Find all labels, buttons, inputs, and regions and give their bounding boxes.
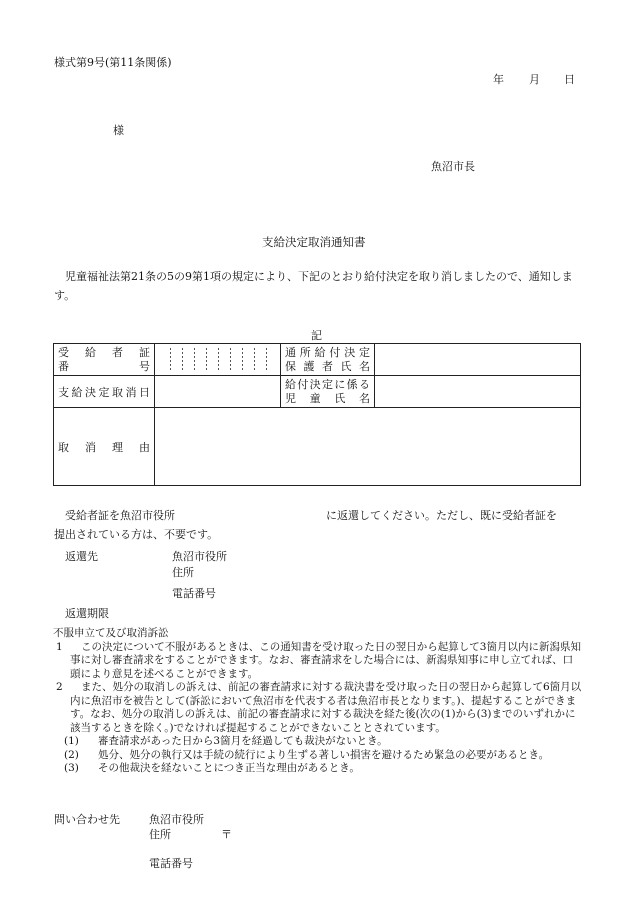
ki-heading: 記 — [311, 329, 322, 342]
return-notice-part1: 受給者証を魚沼市役所 — [65, 509, 175, 522]
record-table — [53, 343, 581, 486]
return-notice-line2: 提出されている方は、不要です。 — [54, 528, 219, 541]
appeal-sub-1: (1) 審査請求があった日から3箇月を経過しても裁決がないとき。 — [64, 735, 388, 747]
return-to-phone-label: 電話番号 — [172, 587, 216, 600]
recipient-suffix: 様 — [113, 124, 124, 137]
child-label: 給付決定に係る 児 童 氏 名 — [281, 376, 375, 408]
date-year: 年 — [493, 73, 504, 86]
cancel-date-cell — [155, 376, 281, 408]
return-to-label: 返還先 — [65, 550, 98, 563]
date-month: 月 — [529, 73, 540, 86]
reason-label: 取 消 理 由 — [54, 408, 155, 486]
appeal-item-2: 2 また、処分の取消しの訴えは、前記の審査請求に対する裁決書を受け取った日の翌日から起算して6箇月以内に魚沼市を被告として(訴訟において魚沼市を代表する者は魚沼市長となります。)、提起することができます。なお、処分の取消しの訴えは、前記の審査請求に対する裁決を経た後(次の(1)から(3)までのいずれかに該当するときを除く。)でなければ提起することができないこととされています。 — [56, 681, 582, 734]
form-number: 様式第9号(第11条関係) — [54, 56, 172, 69]
appeal-sub-3: (3) その他裁決を経ないことにつき正当な理由があるとき。 — [64, 762, 360, 774]
inquiry-office: 魚沼市役所 — [149, 813, 204, 826]
child-name-cell — [375, 376, 581, 408]
cancel-date-label: 支給決定取消日 — [54, 376, 155, 408]
return-to-address-label: 住所 — [172, 566, 194, 579]
reason-cell — [155, 408, 581, 486]
inquiry-address-label: 住所 — [149, 828, 171, 841]
inquiry-phone-label: 電話番号 — [149, 857, 193, 870]
inquiry-postal-mark: 〒 — [221, 828, 232, 841]
appeal-sub-2: (2) 処分、処分の執行又は手続の続行により生ずる著しい損害を避けるため緊急の必要があるとき。 — [64, 748, 550, 761]
guardian-name-cell — [375, 344, 581, 376]
date-day: 日 — [564, 73, 575, 86]
document-title: 支給決定取消通知書 — [262, 235, 366, 249]
cert-number-label: 受 給 者 証 番 号 — [54, 344, 155, 376]
intro-paragraph: 児童福祉法第21条の5の9第1項の規定により、下記のとおり給付決定を取り消しましたので、通知します。 — [54, 270, 573, 302]
appeal-section — [53, 627, 583, 776]
appeal-heading: 不服申立て及び取消訴訟 — [53, 627, 169, 639]
cert-number-cell — [155, 344, 281, 376]
guardian-label: 通所給付決定 保護者氏名 — [281, 344, 375, 376]
issuer-name: 魚沼市長 — [431, 160, 475, 173]
return-notice-part2: に返還してください。ただし、既に受給者証を — [326, 509, 557, 522]
appeal-item-1: 1 この決定について不服があるときは、この通知書を受け取った日の翌日から起算して3箇月以内に新潟県知事に対し審査請求をすることができます。なお、審査請求をした場合には、新潟県知事に申し立てれば、口頭により意見を述べることができます。 — [56, 640, 581, 680]
return-to-office: 魚沼市役所 — [172, 550, 227, 563]
cert-number-boxes — [161, 348, 274, 372]
return-deadline-label: 返還期限 — [65, 607, 109, 620]
inquiry-label: 問い合わせ先 — [54, 813, 120, 826]
